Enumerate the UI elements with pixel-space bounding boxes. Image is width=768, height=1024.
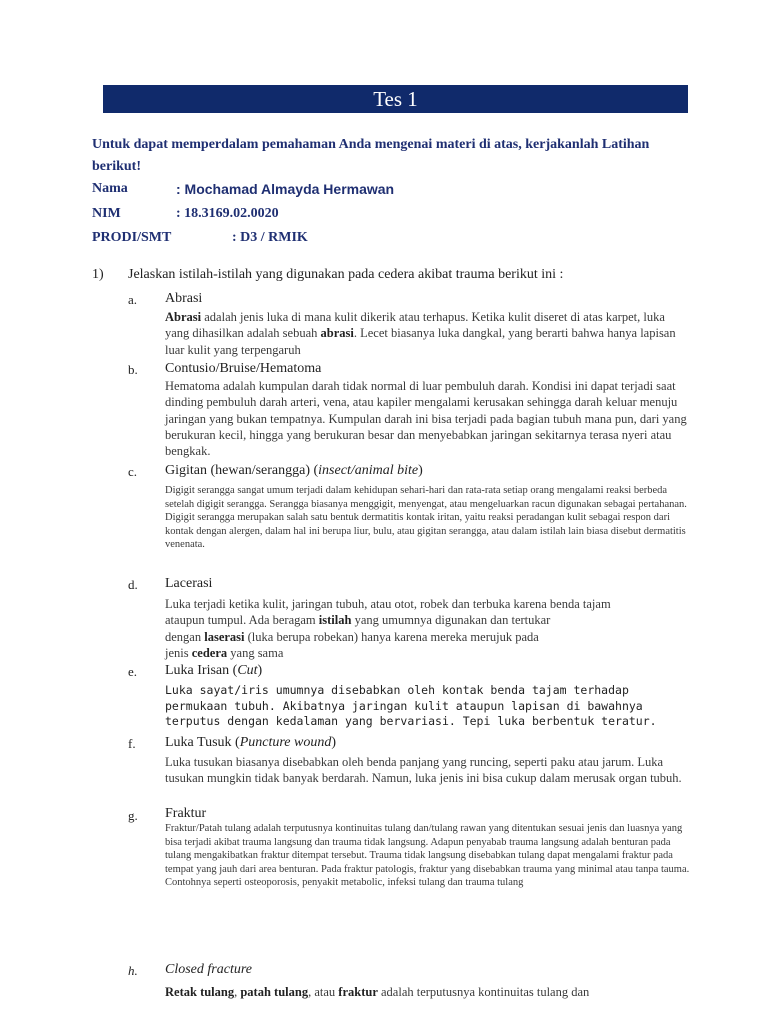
item-c-title: Gigitan (hewan/serangga) (insect/animal bite) <box>165 463 423 478</box>
item-b-letter: b. <box>128 362 138 377</box>
item-b-title: Contusio/Bruise/Hematoma <box>165 361 322 376</box>
prodi-label: PRODI/SMT <box>92 230 172 245</box>
item-d-line-4: jenis cedera yang sama <box>165 645 284 660</box>
item-a-letter: a. <box>128 292 138 307</box>
item-g-title: Fraktur <box>165 806 207 821</box>
page-title: Tes 1 <box>373 87 418 111</box>
item-g-letter: g. <box>128 808 138 823</box>
item-g-body: Fraktur/Patah tulang adalah terputusnya kontinuitas tulang dan/tulang rawan yang ditentukan sesuai jenis dan luasnya yang bisa terjadi akibat trauma langsung dan trauma tidak langsung. Adapun penyabab trauma langsung adalah benturan pada tulang mengakibatkan fraktur ditempat tersebut. Trauma tidak langsung disebabkan tulang dapat mengalami fraktur pada tempat yang jauh dari area benturan. Pada fraktur patologis, fraktur yang disebabkan trauma yang minimal atau tanpa tauma. Contohnya seperti osteoporosis, penyakit metabolic, infeksi tulang dan trauma tulang <box>165 823 690 888</box>
item-d-body <box>165 596 690 661</box>
question-number: 1) <box>92 267 104 282</box>
item-f-title: Luka Tusuk (Puncture wound) <box>165 735 336 750</box>
nim-value: : 18.3169.02.0020 <box>176 206 279 221</box>
item-h-title: Closed fracture <box>165 962 252 977</box>
item-c-letter: c. <box>128 464 138 479</box>
item-d-line-2: ataupun tumpul. Ada beragam istilah yang umumnya digunakan dan tertukar <box>165 613 551 628</box>
item-e-body: Luka sayat/iris umumnya disebabkan oleh kontak benda tajam terhadap permukaan tubuh. Akibatnya jaringan kulit ataupun lapisan di bawahnya terputus dengan kedalaman yang bervariasi. Tepi luka berbentuk teratur. <box>165 683 657 728</box>
nama-label: Nama <box>92 181 128 196</box>
item-c-body: Digigit serangga sangat umum terjadi dalam kehidupan sehari-hari dan rata-rata setiap orang mengalami reaksi berbeda setelah digigit serangga. Serangga biasanya menggigit, menyengat, atau mengeluarkan racun digunakan sebagai pertahanan. Digigit serangga merupakan salah satu bentuk dermatitis kontak iritan, yaitu reaksi peradangan kulit sebagai respon dari kontak dengan alergen, dalam hal ini berupa liur, bulu, atau gigitan serangga, atau dalam istilah lain biasa disebut dermatitis venenata. <box>165 485 687 550</box>
item-e-letter: e. <box>128 664 138 679</box>
instruction-text: Untuk dapat memperdalam pemahaman Anda mengenai materi di atas, kerjakanlah Latihan berikut! <box>92 137 650 174</box>
item-d-line-3: dengan laserasi (luka berupa robekan) hanya karena mereka merujuk pada <box>165 629 539 644</box>
item-h-body: Retak tulang, patah tulang, atau fraktur adalah terputusnya kontinuitas tulang dan <box>165 985 590 999</box>
item-d-letter: d. <box>128 577 138 592</box>
question-text: Jelaskan istilah-istilah yang digunakan pada cedera akibat trauma berikut ini : <box>128 267 564 282</box>
prodi-value: : D3 / RMIK <box>232 230 308 245</box>
nim-label: NIM <box>92 206 121 221</box>
item-h-letter: h. <box>128 963 138 978</box>
item-f-body: Luka tusukan biasanya disebabkan oleh benda panjang yang runcing, seperti paku atau jarum. Luka tusukan mungkin tidak banyak berdarah. Namun, luka jenis ini bisa cukup dalam merusak organ tubuh. <box>165 755 682 786</box>
item-d-line-1: Luka terjadi ketika kulit, jaringan tubuh, atau otot, robek dan terbuka karena benda tajam <box>165 597 611 611</box>
item-f-letter: f. <box>128 736 136 751</box>
nama-value: : Mochamad Almayda Hermawan <box>176 181 395 197</box>
item-a-body: Abrasi adalah jenis luka di mana kulit dikerik atau terhapus. Ketika kulit diseret di atas karpet, luka yang dihasilkan adalah sebuah abrasi. Lecet biasanya luka dangkal, yang berarti bahwa hanya lapisan luar kulit yang terpengaruh <box>165 310 676 357</box>
page-title-banner <box>103 85 688 113</box>
item-e-title: Luka Irisan (Cut) <box>165 663 263 678</box>
item-a-title: Abrasi <box>165 291 203 306</box>
item-d-title: Lacerasi <box>165 576 213 591</box>
item-b-body: Hematoma adalah kumpulan darah tidak normal di luar pembuluh darah. Kondisi ini dapat terjadi saat dinding pembuluh darah arteri, vena, atau kapiler mengalami kerusakan sehingga darah keluar menuju jaringan yang bukan tempatnya. Kumpulan darah ini bisa terjadi pada bagian tubuh mana pun, dari yang berukuran kecil, hingga yang berukuran besar dan menyebabkan jaringan sekitarnya terasa nyeri atau bengkak. <box>165 379 687 459</box>
